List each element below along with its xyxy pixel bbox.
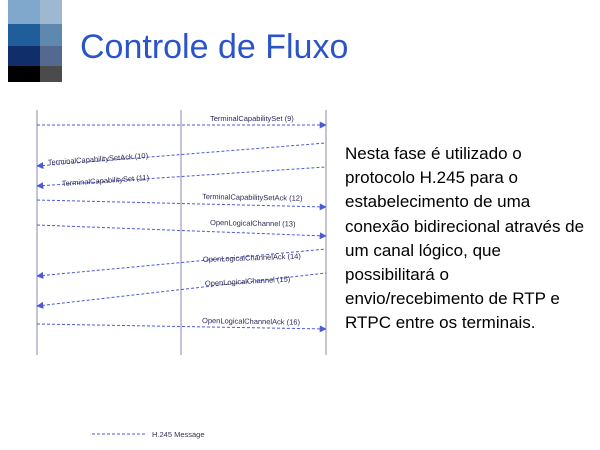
message-label: TerminalCapabilitySetAck (12) bbox=[201, 192, 303, 203]
message-label: OpenLogicalChannel (13) bbox=[209, 218, 296, 229]
message-label: TerminalCapabilitySetAck (10) bbox=[47, 151, 149, 167]
message-label: OpenLogicalChannelAck (14) bbox=[202, 251, 301, 264]
slide-title: Controle de Fluxo bbox=[80, 28, 349, 66]
message-label: OpenLogicalChannelAck (16) bbox=[201, 316, 301, 327]
message-label: TerminalCapabilitySet (11) bbox=[61, 172, 150, 188]
slide-body-text: Nesta fase é utilizado o protocolo H.245 para o estabelecimento de uma conexão bidirecional através de um canal lógico, que possibilitará o envio/recebimento de RTP e RTPC entre os terminais. bbox=[345, 144, 585, 333]
legend-label: H.245 Message bbox=[152, 430, 205, 439]
message-label: TerminalCapabilitySet (9) bbox=[210, 114, 294, 123]
message-label: OpenLogicalChannel (15) bbox=[204, 274, 291, 288]
